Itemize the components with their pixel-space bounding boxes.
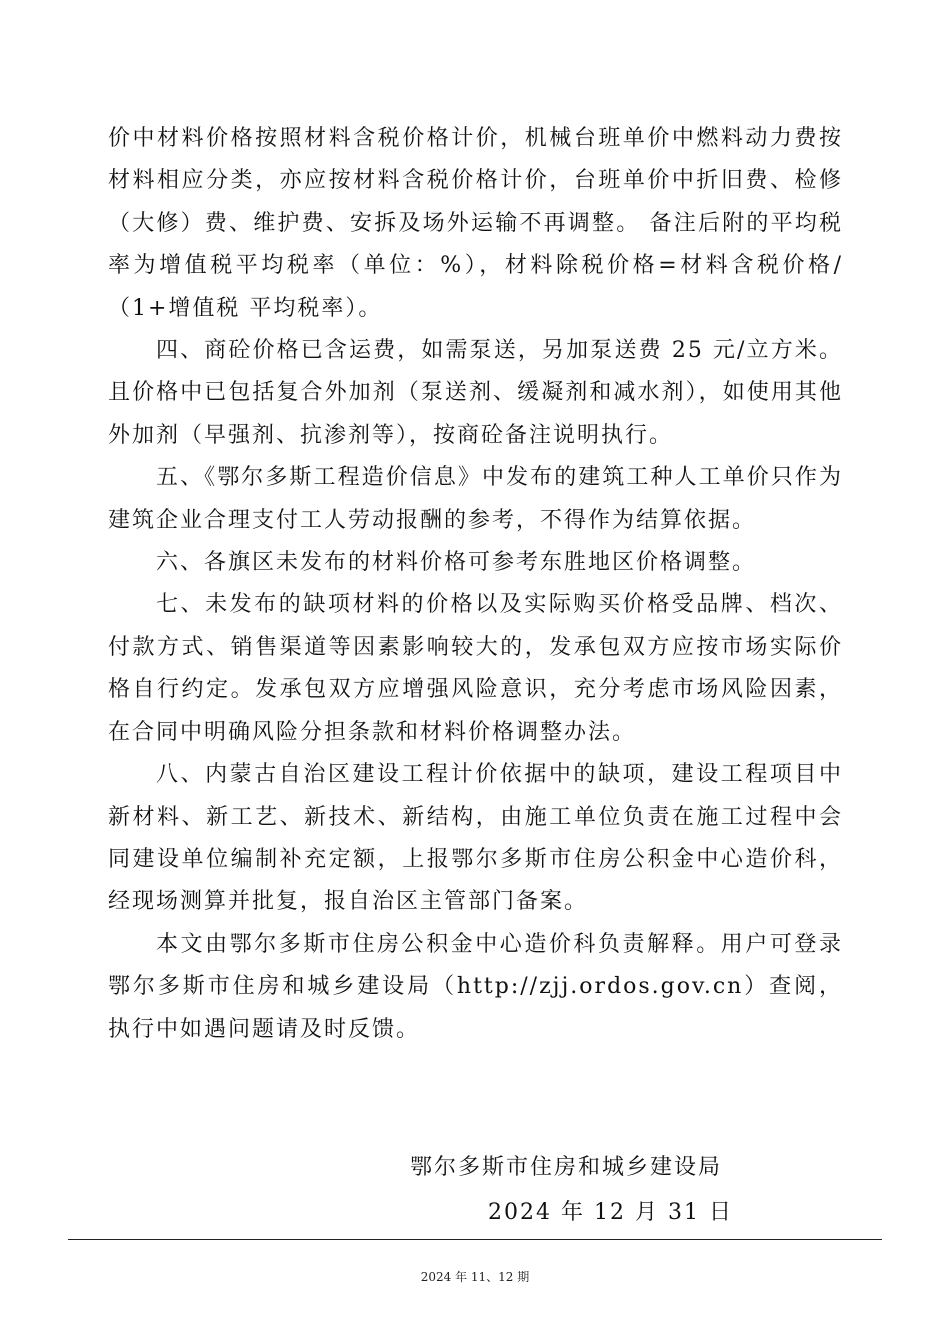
paragraph-item-8: 八、内蒙古自治区建设工程计价依据中的缺项，建设工程项目中新材料、新工艺、新技术、新结构，由施工单位负责在施工过程中会同建设单位编制补充定额，上报鄂尔多斯市住房公积金中心造价科，经现场测算并批复，报自治区主管部门备案。 [108, 762, 843, 915]
paragraph-item-6: 六、各旗区未发布的材料价格可参考东胜地区价格调整。 [156, 550, 757, 576]
paragraph-continuation: 价中材料价格按照材料含税价格计价，机械台班单价中燃料动力费按材料相应分类，亦应按材料含税价格计价，台班单价中折旧费、检修（大修）费、维护费、安拆及场外运输不再调整。 备注后附的平均税率为增值税平均税率（单位：%），材料除税价格=材料含税价格/（1+增值税 平均税率）。 [108, 126, 843, 321]
paragraph-item-4: 四、商砼价格已含运费，如需泵送，另加泵送费 25 元/立方米。且价格中已包括复合外加剂（泵送剂、缓凝剂和减水剂），如使用其他外加剂（早强剂、抗渗剂等），按商砼备注说明执行。 [108, 338, 843, 448]
signature-organization: 鄂尔多斯市住房和城乡建设局 [410, 1155, 723, 1180]
body-text [108, 118, 843, 1051]
paragraph-interpretation: 本文由鄂尔多斯市住房公积金中心造价科负责解释。用户可登录鄂尔多斯市住房和城乡建设局（http://zjj.ordos.gov.cn）查阅，执行中如遇问题请及时反馈。 [108, 931, 843, 1042]
paragraph-item-5: 五、《鄂尔多斯工程造价信息》中发布的建筑工种人工单价只作为建筑企业合理支付工人劳动报酬的参考，不得作为结算依据。 [108, 465, 843, 533]
footer-issue: 2024 年 11、12 期 [420, 1270, 530, 1284]
footer-divider [68, 1239, 882, 1240]
signature-date: 2024 年 12 月 31 日 [488, 1200, 733, 1225]
paragraph-item-7: 七、未发布的缺项材料的价格以及实际购买价格受品牌、档次、付款方式、销售渠道等因素影响较大的，发承包双方应按市场实际价格自行约定。发承包双方应增强风险意识，充分考虑市场风险因素，在合同中明确风险分担条款和材料价格调整办法。 [108, 592, 843, 745]
